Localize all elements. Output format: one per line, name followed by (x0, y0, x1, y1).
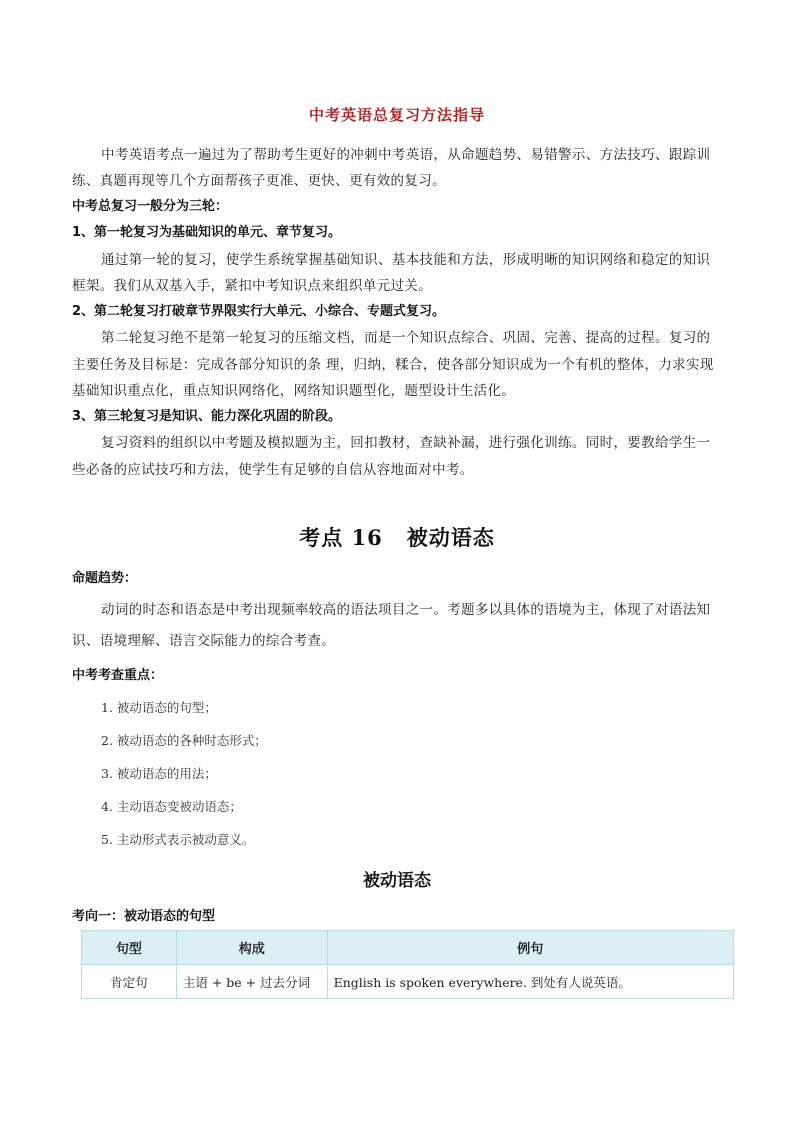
table-cell-example: English is spoken everywhere. 到处有人说英语。 (327, 965, 733, 999)
round1-heading: 1、第一轮复习为基础知识的单元、章节复习。 (72, 225, 342, 240)
round1-line-1: 通过第一轮的复习，使学生系统掌握基础知识、基本技能和方法，形成明晰的知识网络和稳定的知识 (101, 252, 711, 268)
focus-item-3: 3. 被动语态的用法； (101, 766, 217, 781)
round1-line-2: 框架。我们从双基入手，紧扣中考知识点来组织单元过关。 (72, 278, 433, 294)
table-header-structure: 构成 (176, 931, 327, 965)
table-header-example: 例句 (327, 931, 733, 965)
direction-1-heading: 考向一：被动语态的句型 (72, 909, 216, 924)
round2-line-2: 主要任务及目标是：完成各部分知识的条 理，归纳，糅合，使各部分知识成为一个有机的整体，力求实现 (72, 357, 714, 373)
intro-line-2: 练、真题再现等几个方面帮孩子更准、更快、更有效的复习。 (72, 173, 446, 189)
round3-line-1: 复习资料的组织以中考题及模拟题为主，回扣教材，查缺补漏，进行强化训练。同时，要教给学生一 (101, 435, 711, 451)
round3-line-2: 些必备的应试技巧和方法，使学生有足够的自信从容地面对中考。 (72, 462, 474, 478)
rounds-heading: 中考总复习一般分为三轮： (72, 199, 229, 214)
document-title: 中考英语总复习方法指导 (308, 106, 485, 124)
focus-item-5: 5. 主动形式表示被动意义。 (101, 832, 255, 847)
section-heading (0, 522, 794, 552)
round3-heading: 3、第三轮复习是知识、能力深化巩固的阶段。 (72, 409, 342, 424)
round2-line-1: 第二轮复习绝不是第一轮复习的压缩文档，而是一个知识点综合、巩固、完善、提高的过程。复习的 (101, 330, 711, 346)
round2-heading: 2、第二轮复习打破章节界限实行大单元、小综合、专题式复习。 (72, 304, 446, 319)
section-title: 被动语态 (406, 525, 495, 550)
focus-item-2: 2. 被动语态的各种时态形式； (101, 733, 267, 748)
trend-line-1: 动词的时态和语态是中考出现频率较高的语法项目之一。考题多以具体的语境为主，体现了对语法知 (101, 602, 711, 618)
focus-item-4: 4. 主动语态变被动语态； (101, 799, 242, 814)
trend-line-2: 识、语境理解、语言交际能力的综合考查。 (72, 633, 336, 649)
table-header-row (82, 931, 734, 965)
subsection-title: 被动语态 (363, 871, 431, 891)
trend-heading: 命题趋势： (72, 571, 138, 586)
focus-item-1: 1. 被动语态的句型； (101, 700, 217, 715)
focus-heading: 中考考查重点： (72, 668, 164, 683)
section-number: 考点 16 (299, 525, 383, 550)
table-cell-pattern: 肯定句 (82, 965, 177, 999)
table-header-pattern: 句型 (82, 931, 177, 965)
grammar-table (81, 930, 734, 999)
intro-line-1: 中考英语考点一遍过为了帮助考生更好的冲刺中考英语，从命题趋势、易错警示、方法技巧、跟踪训 (101, 147, 711, 163)
round2-line-3: 基础知识重点化，重点知识网络化，网络知识题型化，题型设计生活化。 (72, 383, 516, 399)
table-row (82, 965, 734, 999)
table-cell-structure: 主语 + be + 过去分词 (176, 965, 327, 999)
